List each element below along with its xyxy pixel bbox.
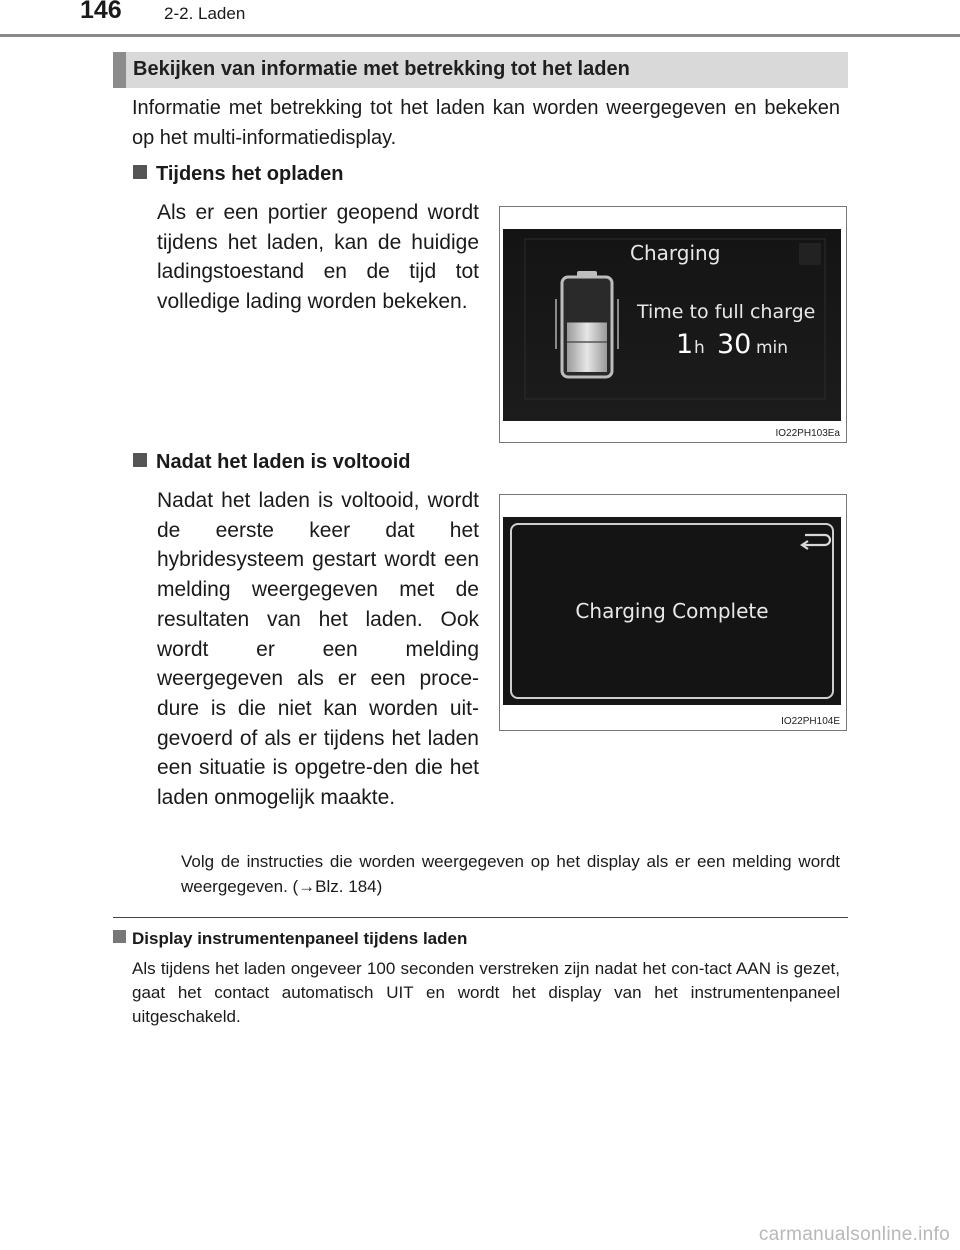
- section-banner-accent: [113, 52, 126, 88]
- figure-code: IO22PH103Ea: [775, 428, 840, 439]
- square-bullet-icon: [113, 930, 126, 943]
- header-divider: [0, 34, 960, 37]
- subheading-after-charging: [133, 451, 410, 474]
- square-bullet-icon: [133, 453, 147, 467]
- hours-value: 1: [676, 329, 694, 360]
- figure-code: IO22PH104E: [781, 716, 840, 727]
- instrument-panel-text: Als tijdens het laden ongeveer 100 seconden verstreken zijn nadat het con-tact AAN is gezet, gaat het contact automatisch UIT en wordt het display van het instrumentenpaneel uitgeschakeld.: [132, 959, 840, 1026]
- charging-complete-graphic: [503, 517, 841, 705]
- subheading-during-charging: [133, 163, 343, 186]
- figure-charging-display: [499, 206, 847, 443]
- page-number: 146: [80, 0, 122, 24]
- subheading-text: Tijdens het opladen: [156, 163, 344, 185]
- subheading-text: Display instrumentenpaneel tijdens laden: [132, 929, 468, 948]
- subheading-text: Nadat het laden is voltooid: [156, 451, 411, 473]
- minutes-unit: min: [756, 338, 789, 358]
- square-bullet-icon: [133, 165, 147, 179]
- chapter-title: 2-2. Laden: [164, 4, 246, 23]
- subheading-instrument-panel: [113, 929, 467, 949]
- section-banner: [113, 52, 848, 88]
- during-charging-text: Als er een portier geopend wordt tijdens het laden, kan de huidige ladingstoestand en de tijd tot volledige lading worden bekeken.: [157, 201, 479, 314]
- minutes-value: 30: [717, 329, 752, 360]
- section-divider: [113, 917, 848, 918]
- battery-icon: [556, 271, 618, 377]
- section-intro: Informatie met betrekking tot het laden kan worden weergegeven en bekeken op het multi-informatiedisplay.: [132, 97, 840, 149]
- charging-complete-message: Charging Complete: [575, 599, 769, 623]
- hours-unit: h: [694, 338, 705, 358]
- instruction-note: Volg de instructies die worden weergegeven op het display als er een melding wordt weergegeven. (→Blz. 184): [181, 852, 840, 896]
- section-title: Bekijken van informatie met betrekking tot het laden: [133, 58, 630, 80]
- after-charging-text: Nadat het laden is voltooid, wordt de eerste keer dat het hybridesysteem gestart wordt een melding weergegeven met de resultaten van het laden. Ook wordt er een melding weergegeven als er een proce-dure is die niet kan worden uit-gevoerd of als er tijdens het laden een situatie is opgetre-den die het laden onmogelijk maakte.: [157, 489, 479, 810]
- time-to-full-label: Time to full charge: [637, 301, 816, 323]
- charging-display-graphic: [503, 229, 841, 421]
- display-screen: [503, 517, 841, 705]
- watermark: carmanualsonline.info: [758, 1224, 950, 1245]
- figure-charging-complete: [499, 494, 847, 731]
- display-title: Charging: [630, 241, 721, 265]
- display-screen: [503, 229, 841, 421]
